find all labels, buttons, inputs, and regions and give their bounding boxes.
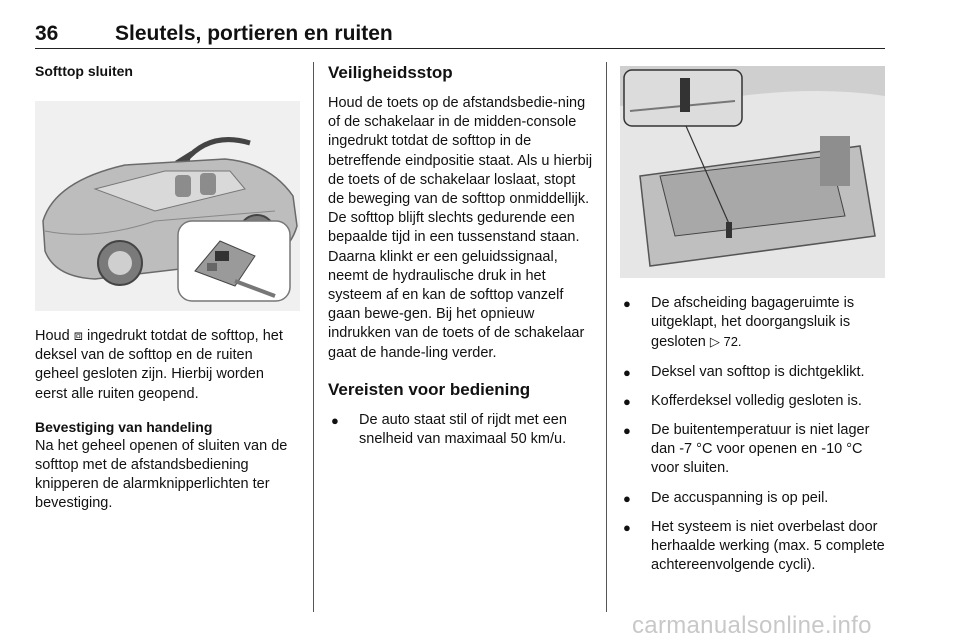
bullet-icon: ● xyxy=(623,519,631,535)
list-item: ● De buitentemperatuur is niet lager dan -7 °C voor openen en -10 °C voor sluiten. xyxy=(623,422,870,477)
bullet-icon: ● xyxy=(623,490,631,506)
heading-operating-requirements: Vereisten voor bediening xyxy=(328,379,531,399)
bullet-icon: ● xyxy=(623,364,631,380)
conditions-list xyxy=(620,294,888,575)
page-header xyxy=(35,0,885,50)
bullet-icon: ● xyxy=(623,393,631,409)
subheading-confirmation: Bevestiging van handeling xyxy=(35,418,213,435)
column-left xyxy=(35,62,300,514)
column-right xyxy=(620,62,888,575)
list-item: ● De auto staat stil of rijdt met een snelheid van maximaal 50 km/u. xyxy=(331,411,567,448)
paragraph-hold-to-close: Houd ⧈ ingedrukt totdat de softtop, het deksel van de softtop en de ruiten geheel gesloten zijn. Hierbij worden eerst alle ruiten geopend. xyxy=(35,328,283,402)
convertible-car-illustration xyxy=(35,101,300,311)
paragraph-safety-stop: Houd de toets op de afstandsbedie-ning of de schakelaar in de midden-console ingedrukt totdat de softtop in de betreffende eindpositie staat. Als u hierbij de toets of de schakelaar loslaat, stopt de beweging van de softtop onmiddellijk. De softtop blijft slechts gedurende een bepaalde tijd in een tussenstand staan. Daarna klinkt er een geluidssignaal, neemt de hydraulische druk in het systeem af en kan de softtop vanzelf gaan bewe-gen. Bij het opnieuw indrukken van de toets of de schakelaar gaat de hande-ling verder. xyxy=(328,95,593,361)
page-title: Sleutels, portieren en ruiten xyxy=(115,22,393,45)
column-middle xyxy=(328,62,593,449)
list-item: ● Het systeem is niet overbelast door herhaalde werking (max. 5 complete achtereenvolgende cycli). xyxy=(623,518,885,574)
header-rule xyxy=(35,48,885,49)
list-item: ● Deksel van softtop is dichtgeklikt. xyxy=(620,363,888,382)
list-item: ● De accuspanning is op peil. xyxy=(620,489,888,508)
cross-reference[interactable]: ▷ 72. xyxy=(709,334,742,350)
section-heading-softtop-sluiten: Softtop sluiten xyxy=(35,63,133,79)
roof-button-icon: ⧈ xyxy=(73,328,83,344)
paragraph-confirmation: Na het geheel openen of sluiten van de softtop met de afstandsbediening knipperen de alarmknipperlichten ter bevestiging. xyxy=(35,437,288,512)
requirements-list xyxy=(328,411,593,449)
heading-veiligheidsstop: Veiligheidsstop xyxy=(328,63,453,82)
bullet-icon: ● xyxy=(623,423,631,439)
watermark: carmanualsonline.info xyxy=(632,612,872,639)
trunk-photo-icon xyxy=(620,66,885,278)
trunk-partition-illustration xyxy=(620,66,885,278)
bullet-icon: ● xyxy=(331,412,339,428)
list-item: ● Kofferdeksel volledig gesloten is. xyxy=(620,392,888,411)
column-divider xyxy=(313,62,314,612)
column-divider xyxy=(606,62,607,612)
page-number: 36 xyxy=(35,22,59,45)
bullet-icon: ● xyxy=(623,296,631,311)
car-with-key-icon xyxy=(35,101,300,311)
list-item: ● De afscheiding bagageruimte is uitgeklapt, het doorgangsluik is gesloten ▷ 72. xyxy=(623,295,855,351)
